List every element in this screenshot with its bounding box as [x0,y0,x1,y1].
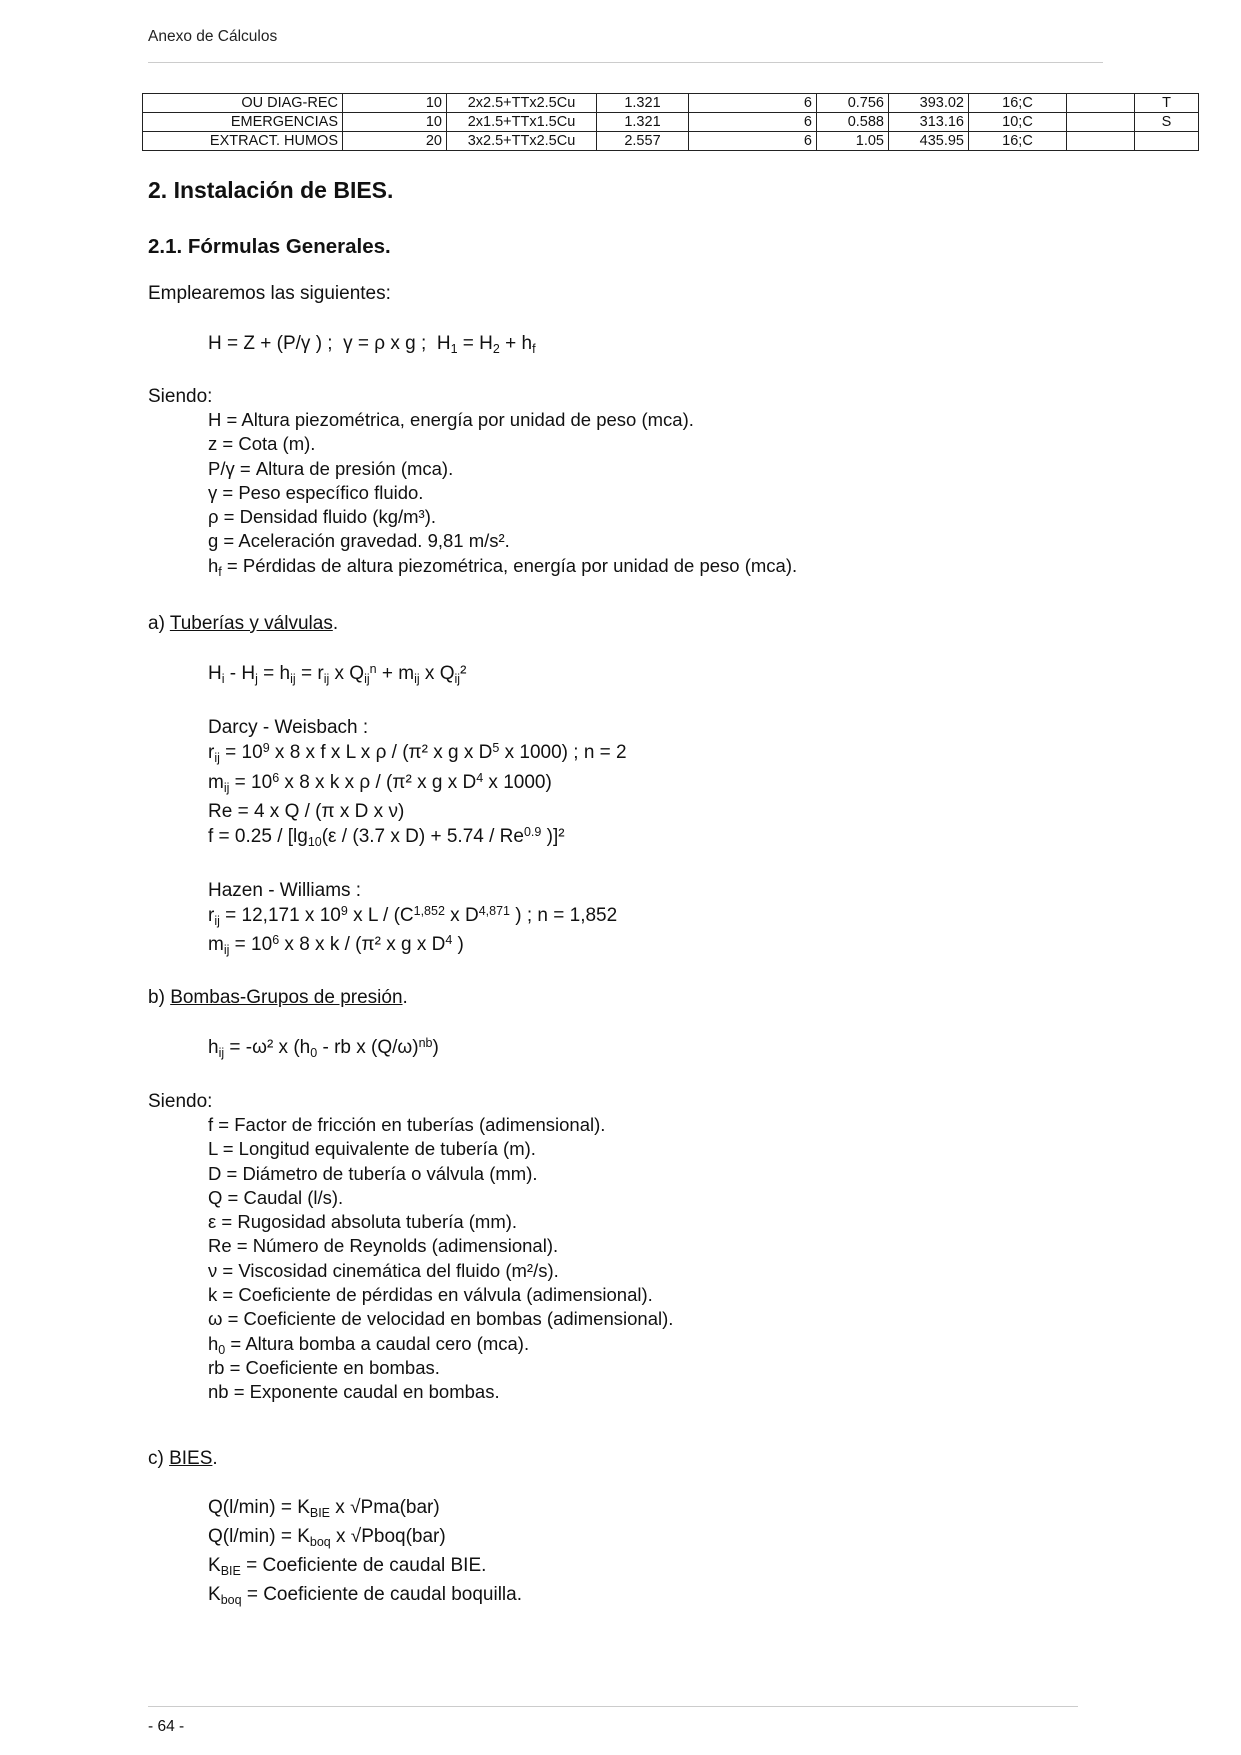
formula-hazen-m: $m_{ij} = 10^6$ x 8 x k / (π² x g x $D^4$ ) [208,933,464,957]
section-a-title: Tuberías y válvulas [169,613,333,634]
def-item-hf: $h_f$ = Pérdidas de altura piezométrica, energía por unidad de peso (mca). [208,554,798,579]
def-item: Q = Caudal (l/s). [208,1186,344,1208]
table-cell: 10;C [969,113,1067,132]
header-rule [148,62,1103,63]
def-item: P/γ = Altura de presión (mca). [208,457,454,479]
table-cell: 20 [343,132,447,151]
table-cell: 3x2.5+TTx2.5Cu [447,132,597,151]
table-cell: 0.588 [817,113,889,132]
table-cell: 1.05 [817,132,889,151]
table-cell: S [1135,113,1199,132]
darcy-title: Darcy - Weisbach : [208,717,369,738]
table-cell: 10 [343,113,447,132]
table-row [143,94,1199,113]
table-cell: EXTRACT. HUMOS [143,132,343,151]
table-cell: 2.557 [597,132,689,151]
table-cell: 16;C [969,132,1067,151]
def-item: L = Longitud equivalente de tubería (m). [208,1138,536,1160]
def-item: ε = Rugosidad absoluta tubería (mm). [208,1211,518,1233]
table-cell: 6 [689,132,817,151]
table-cell: 10 [343,94,447,113]
formula-hazen-r: $r_{ij} = 12,171$ x $10^9$ x L / ($C^{1,852}$ x D$^{4,871}$ ) ; n = 1,852 [208,904,618,928]
formula-energy: H = Z + (P/γ ) ; γ = ρ x g ; $H_1 = H_2 + h_f$ [208,333,536,356]
def-item: z = Cota (m). [208,433,316,455]
table-cell: 2x1.5+TTx1.5Cu [447,113,597,132]
def-item: ρ = Densidad fluido (kg/m³). [208,506,436,528]
table-cell [1067,113,1135,132]
section-b-heading: b) Bombas-Grupos de presión. [148,987,408,1008]
def-item: γ = Peso específico fluido. [208,481,424,503]
table-cell: 6 [689,113,817,132]
def-item: g = Aceleración gravedad. 9,81 m/s². [208,530,510,552]
table-cell: EMERGENCIAS [143,113,343,132]
table-cell: 1.321 [597,113,689,132]
section-c-title: BIES [169,1448,213,1469]
table-row [143,113,1199,132]
table-cell: 2x2.5+TTx2.5Cu [447,94,597,113]
def-item: k = Coeficiente de pérdidas en válvula (adimensional). [208,1284,653,1306]
def-item: Re = Número de Reynolds (adimensional). [208,1235,559,1257]
table-cell [1067,132,1135,151]
cable-table [142,93,1199,151]
def-item: H = Altura piezométrica, energía por unidad de peso (mca). [208,409,694,430]
section-title: 2. Instalación de BIES. [148,177,394,203]
siendo-label-1: Siendo: [148,386,213,407]
siendo-label-2: Siendo: [148,1091,213,1112]
section-a-heading: a) Tuberías y válvulas. [148,613,339,634]
table-cell: T [1135,94,1199,113]
formula-reynolds: Re = 4 x Q / (π x D x ν) [208,801,405,822]
formula-friction: $f = 0.25 / [\lg_{10}(\varepsilon / (3.7$ x $D) + 5.74 / Re^{0.9}$ )]² [208,825,565,849]
section-b-title: Bombas-Grupos de presión [170,987,403,1008]
page-number: - 64 - [148,1718,185,1735]
table-cell [1135,132,1199,151]
def-item: ν = Viscosidad cinemática del fluido (m²/s). [208,1259,559,1281]
def-item: rb = Coeficiente en bombas. [208,1356,440,1378]
table-cell: 393.02 [889,94,969,113]
def-item: ω = Coeficiente de velocidad en bombas (adimensional). [208,1308,674,1330]
table-cell: OU DIAG-REC [143,94,343,113]
definitions-list-1 [208,408,797,578]
hazen-title: Hazen - Williams : [208,880,362,901]
formula-nozzle-flow: $Q(l/\min) = K_{boq}$ x √Pboq(bar) [208,1526,446,1549]
formula-bie-flow: $Q(l/\min) = K_{BIE}$ x √Pma(bar) [208,1497,440,1520]
formula-darcy-m: $m_{ij} = 10^6$ x 8 x k x ρ / (π² x g x $D^4$ x 1000) [208,771,552,795]
def-item-h0: $h_0$ = Altura bomba a caudal cero (mca). [208,1332,530,1357]
formula-head-loss: $H_i - H_j = h_{ij} = r_{ij}$ x $Q_{ij}^n + m_{ij}$ x $Q_{ij}^2$ [208,662,467,686]
section-c-heading: c) BIES. [148,1448,218,1469]
table-cell: 313.16 [889,113,969,132]
footer-rule [148,1706,1078,1707]
table-cell: 435.95 [889,132,969,151]
table-cell [1067,94,1135,113]
formula-pump: $h_{ij} = -\omega^2$ x ($h_0$ - rb x $(Q/\omega)^{nb}$) [208,1036,439,1060]
page-header-title: Anexo de Cálculos [148,28,278,45]
formula-darcy-r: $r_{ij} = 10^9$ x 8 x f x L x ρ / (π² x g x $D^5$ x 1000) ; n = 2 [208,741,627,765]
table-cell: 16;C [969,94,1067,113]
intro-text: Emplearemos las siguientes: [148,283,391,304]
def-kboq: $K_{boq}$ = Coeficiente de caudal boquilla. [208,1584,522,1607]
table-cell: 0.756 [817,94,889,113]
table-cell: 1.321 [597,94,689,113]
table-cell: 6 [689,94,817,113]
def-item: nb = Exponente caudal en bombas. [208,1381,500,1403]
subsection-title: 2.1. Fórmulas Generales. [148,235,391,258]
def-item: D = Diámetro de tubería o válvula (mm). [208,1162,538,1184]
definitions-list-2 [208,1113,673,1405]
def-item: f = Factor de fricción en tuberías (adimensional). [208,1114,606,1135]
table-row [143,132,1199,151]
def-kbie: $K_{BIE}$ = Coeficiente de caudal BIE. [208,1555,487,1578]
